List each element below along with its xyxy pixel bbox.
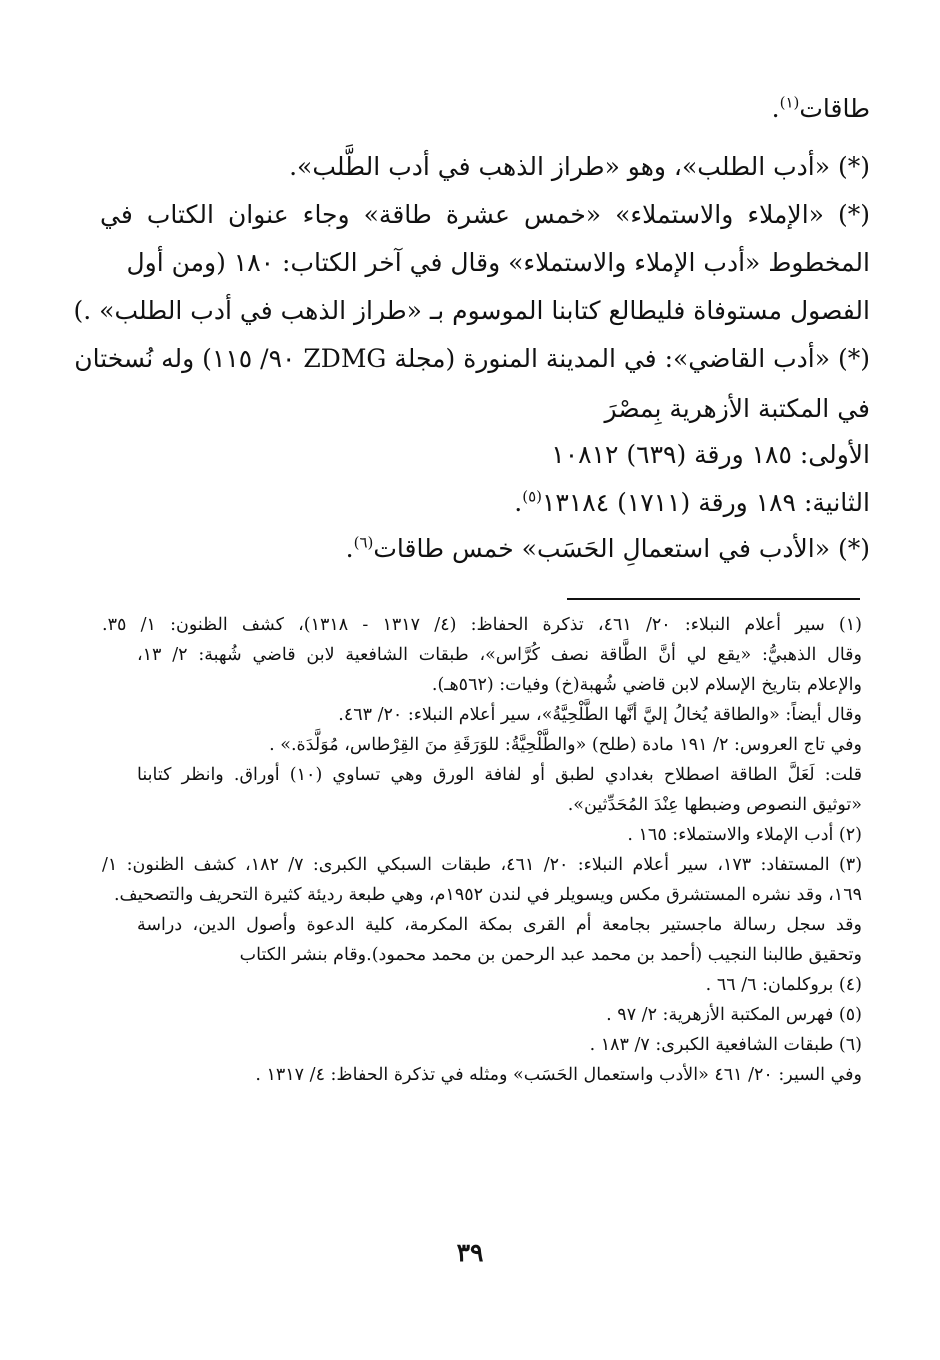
footnote-line-7: «توثيق النصوص وضبطها عِنْدَ المُحَدِّثين». xyxy=(567,795,862,815)
main-line-2: (*) «أدب الطلب»، وهو «طراز الذهب في أدب الطَّلب». xyxy=(289,152,870,181)
footnote-separator xyxy=(567,598,860,600)
main-line-4: المخطوط «أدب الإملاء والاستملاء» وقال في آخر الكتاب: ١٨٠ (ومن أول xyxy=(126,248,870,277)
main-line-8: الأولى: ١٨٥ ورقة (٦٣٩) ١٠٨١٢ xyxy=(551,440,870,469)
footnote-line-12: وتحقيق طالبنا النجيب (أحمد بن محمد عبد الرحمن بن محمد محمود).وقام بنشر الكتاب xyxy=(239,945,862,965)
footnote-line-11: وقد سجل رسالة ماجستير بجامعة أم القرى بمكة المكرمة، كلية الدعوة وأصول الدين، دراسة xyxy=(137,915,862,935)
footnote-line-1: (١) سير أعلام النبلاء: ٢٠/ ٤٦١، تذكرة الحفاظ: (٤/ ١٣١٧ - ١٣١٨)، كشف الظنون: ١/ ٣٥. xyxy=(102,615,862,635)
main-line-6: (*) «أدب القاضي»: في المدينة المنورة (مجلة ZDMG ٩٠/ ١١٥) وله نُسختان xyxy=(74,344,870,373)
footnote-line-8: (٢) أدب الإملاء والاستملاء: ١٦٥ . xyxy=(627,825,862,845)
footnote-line-13: (٤) بروكلمان: ٦/ ٦٦ . xyxy=(705,975,862,995)
main-line-1: طاقات$^{(١)}$. xyxy=(771,93,870,123)
footnote-line-15: (٦) طبقات الشافعية الكبرى: ٧/ ١٨٣ . xyxy=(589,1035,862,1055)
footnote-line-5: وفي تاج العروس: ٢/ ١٩١ مادة (طلح) «والطَّلْحِيَّةُ: للوَرَقَةِ منَ القِرْطاس، مُوَلَّدَة.» . xyxy=(269,735,862,755)
main-line-10: (*) «الأدب في استعمالِ الحَسَب» خمس طاقات$^{(٦)}$. xyxy=(345,533,870,563)
page-number: ٣٩ xyxy=(456,1238,484,1267)
footnote-line-9: (٣) المستفاد: ١٧٣، سير أعلام النبلاء: ٢٠/ ٤٦١، طبقات السبكي الكبرى: ٧/ ١٨٢، كشف الظنون: ١/ xyxy=(102,855,863,875)
footnote-line-6: قلت: لَعَلَّ الطاقة اصطلاح بغدادي لطبق أو لفافة الورق وهي تساوي (١٠) أوراق. وانظر كتابنا xyxy=(137,765,862,785)
footnote-line-4: وقال أيضاً: «والطاقة يُخالُ إليَّ أنَّها الطَّلْحِيَّةُ»، سير أعلام النبلاء: ٢٠/ ٤٦٣. xyxy=(338,705,862,725)
main-line-3: (*) «الإملاء والاستملاء» «خمس عشرة طاقة» وجاء عنوان الكتاب في xyxy=(100,200,870,229)
footnote-line-2: وقال الذهبيُّ: «يقع لي أنَّ الطَّاقة نصف كُرَّاس»، طبقات الشافعية لابن قاضي شُهبة: ٢/ ١٣، xyxy=(137,645,862,665)
footnote-line-3: والإعلام بتاريخ الإسلام لابن قاضي شُهبة(خ) وفيات: (٥٦٢هـ). xyxy=(431,675,862,695)
main-line-5: الفصول مستوفاة فليطالع كتابنا الموسوم بـ «طراز الذهب في أدب الطلب» .) xyxy=(73,296,870,325)
footnote-line-16: وفي السير: ٢٠/ ٤٦١ «الأدب واستعمال الحَسَب» ومثله في تذكرة الحفاظ: ٤/ ١٣١٧ . xyxy=(255,1065,862,1085)
footnote-line-10: ١٦٩، وقد نشره المستشرق مكس ويسويلر في لندن ١٩٥٢م، وهي طبعة رديئة كثيرة التحريف والتصحيف. xyxy=(113,885,862,905)
main-line-7: في المكتبة الأزهرية بِمصْرَ xyxy=(604,394,870,423)
main-line-9: الثانية: ١٨٩ ورقة (١٧١١) ١٣١٨٤$^{(٥)}$. xyxy=(514,487,870,517)
footnote-line-14: (٥) فهرس المكتبة الأزهرية: ٢/ ٩٧ . xyxy=(606,1005,862,1025)
